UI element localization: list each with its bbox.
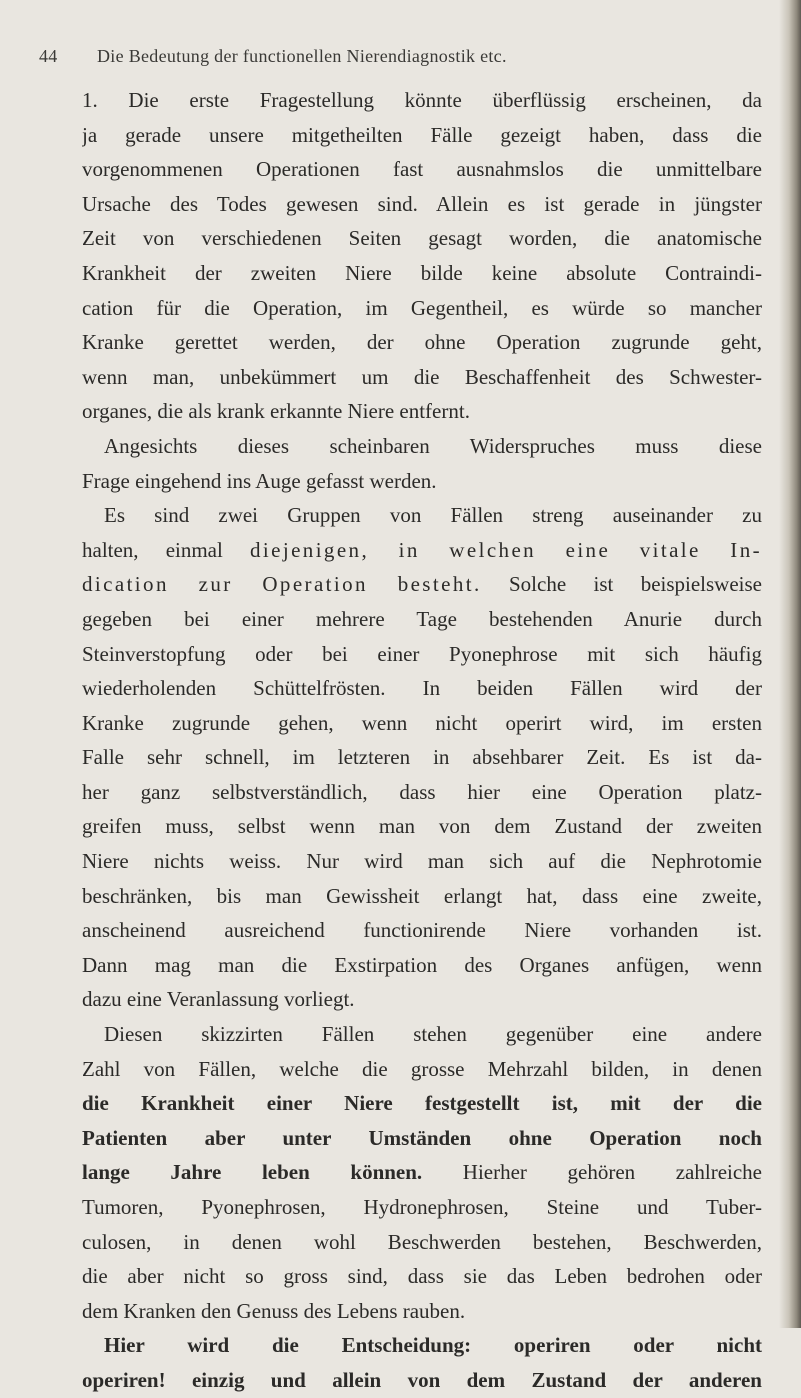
text-line: Zeit von verschiedenen Seiten gesagt worden, die anatomische — [82, 226, 762, 251]
spaced-text-run: dication zur Operation besteht. — [82, 572, 482, 597]
text-line: Dann mag man die Exstirpation des Organes anfügen, wenn — [82, 952, 762, 977]
text-run: Hierher gehören zahlreiche — [462, 1160, 762, 1185]
text-line: Ursache des Todes gewesen sind. Allein es ist gerade in jüngster — [82, 191, 762, 216]
text-line: Falle sehr schnell, im letzteren in absehbarer Zeit. Es ist da- — [82, 745, 762, 770]
running-title: Die Bedeutung der functionellen Nierendiagnostik etc. — [97, 46, 507, 66]
spaced-text-run: diejenigen, in welchen eine vitale In- — [249, 537, 762, 562]
text-line: Kranke zugrunde gehen, wenn nicht operirt wird, im ersten — [82, 710, 762, 735]
text-line: Tumoren, Pyonephrosen, Hydronephrosen, Steine und Tuber- — [82, 1195, 762, 1219]
text-line: wenn man, unbekümmert um die Beschaffenheit des Schwester- — [82, 364, 762, 389]
text-line — [82, 533, 762, 568]
text-line: Angesichts dieses scheinbaren Widerspruches muss diese — [104, 433, 762, 458]
text-line: beschränken, bis man Gewissheit erlangt hat, dass eine zweite, — [82, 883, 762, 908]
text-line: greifen muss, selbst wenn man von dem Zustand der zweiten — [82, 814, 762, 839]
bold-text-run: lange Jahre leben können. — [82, 1160, 423, 1185]
text-run: Solche ist beispielsweise — [508, 572, 762, 597]
text-line — [82, 567, 762, 602]
text-line: Frage eingehend ins Auge gefasst werden. — [82, 468, 437, 493]
text-line: operiren! einzig und allein von dem Zustand der anderen — [82, 1367, 762, 1392]
text-line: die Krankheit einer Niere festgestellt ist, mit der die — [82, 1091, 762, 1116]
text-line: dazu eine Veranlassung vorliegt. — [82, 987, 355, 1012]
text-line: Krankheit der zweiten Niere bilde keine absolute Contraindi- — [82, 260, 762, 285]
text-line: cation für die Operation, im Gegentheil, es würde so mancher — [82, 295, 762, 320]
text-line: 1. Die erste Fragestellung könnte überflüssig erscheinen, da — [82, 88, 762, 112]
text-line: Diesen skizzirten Fällen stehen gegenüber eine andere — [104, 1022, 762, 1047]
text-line: culosen, in denen wohl Beschwerden bestehen, Beschwerden, — [82, 1229, 762, 1254]
running-header — [39, 46, 739, 72]
text-line: organes, die als krank erkannte Niere entfernt. — [82, 399, 470, 424]
text-line: Es sind zwei Gruppen von Fällen streng auseinander zu — [104, 503, 762, 528]
text-line: anscheinend ausreichend functionirende Niere vorhanden ist. — [82, 918, 762, 943]
text-line: Niere nichts weiss. Nur wird man sich auf die Nephrotomie — [82, 849, 762, 874]
text-line: die aber nicht so gross sind, dass sie das Leben bedrohen oder — [82, 1264, 762, 1289]
text-line: vorgenommenen Operationen fast ausnahmslos die unmittelbare — [82, 157, 762, 182]
text-line: Patienten aber unter Umständen ohne Operation noch — [82, 1125, 762, 1150]
text-line: dem Kranken den Genuss des Lebens rauben. — [82, 1298, 466, 1323]
text-run: halten, einmal — [82, 537, 223, 562]
text-line: her ganz selbstverständlich, dass hier eine Operation platz- — [82, 779, 762, 804]
text-line: Hier wird die Entscheidung: operiren oder nicht — [104, 1333, 762, 1358]
text-line: Zahl von Fällen, welche die grosse Mehrzahl bilden, in denen — [82, 1056, 762, 1081]
text-line: Kranke gerettet werden, der ohne Operation zugrunde geht, — [82, 330, 762, 355]
text-line: gegeben bei einer mehrere Tage bestehenden Anurie durch — [82, 606, 762, 631]
page-edge-shadow — [779, 0, 801, 1328]
text-line — [82, 1155, 762, 1190]
text-line: Steinverstopfung oder bei einer Pyonephrose mit sich häufig — [82, 641, 762, 666]
text-line: ja gerade unsere mitgetheilten Fälle gezeigt haben, dass die — [82, 122, 762, 147]
body-text — [82, 83, 762, 1398]
text-line: wiederholenden Schüttelfrösten. In beiden Fällen wird der — [82, 676, 762, 701]
page-number: 44 — [39, 46, 58, 66]
